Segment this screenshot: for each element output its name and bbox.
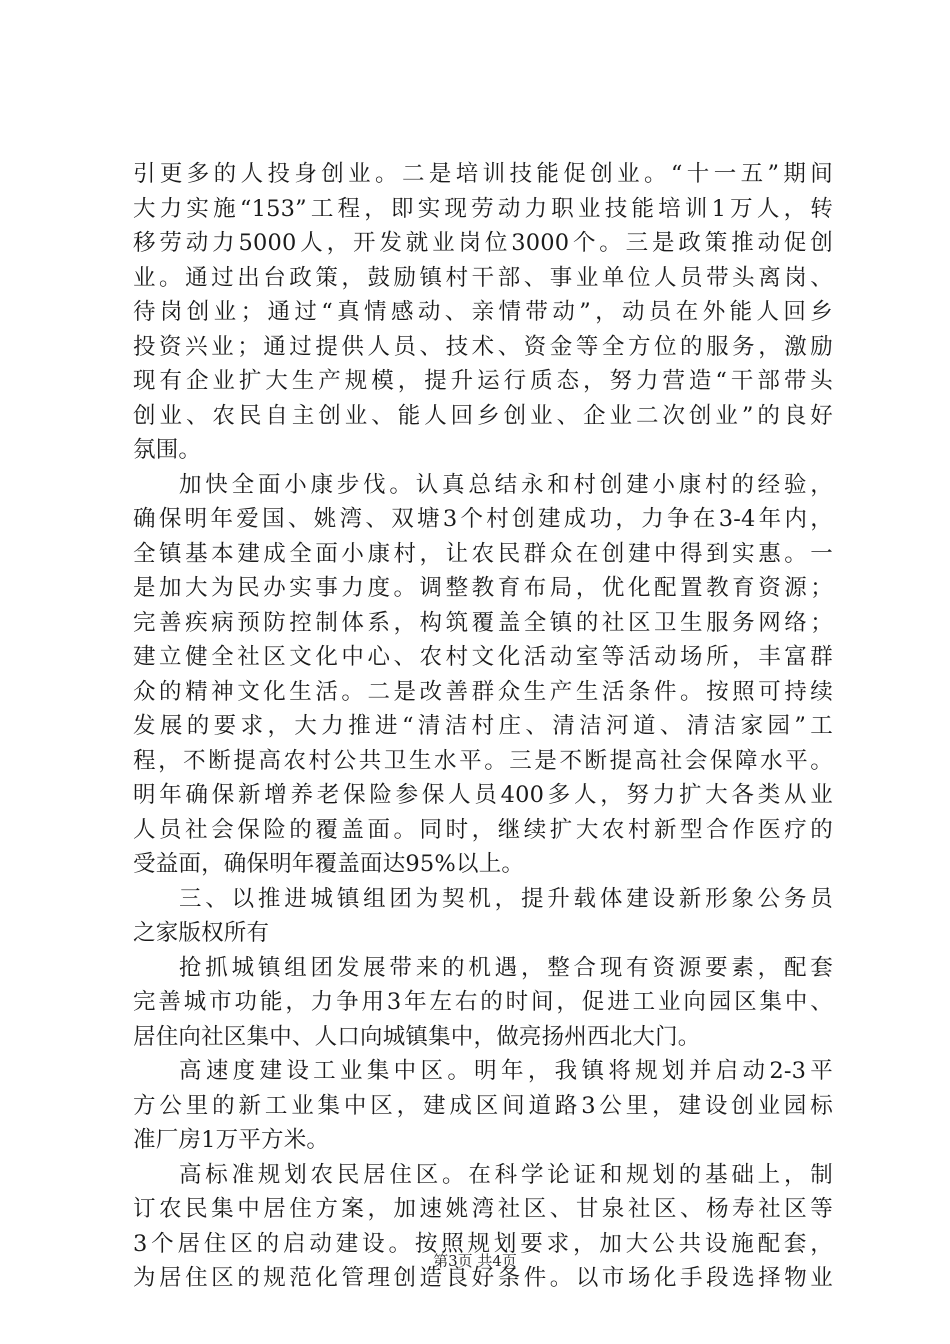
text-line: 引更多的人投身创业。二是培训技能促创业。“十一五”期间 xyxy=(133,161,833,187)
paragraph-start-line: 加快全面小康步伐。认真总结永和村创建小康村的经验， xyxy=(179,471,833,498)
text-line: 3个居住区的启动建设。按照规划要求，加大公共设施配套， xyxy=(133,1230,833,1257)
text-line: 业。通过出台政策，鼓励镇村干部、事业单位人员带头离岗、 xyxy=(133,264,833,291)
text-line: 移劳动力5000人，开发就业岗位3000个。三是政策推动促创 xyxy=(133,230,833,256)
text-line: 明年确保新增养老保险参保人员400多人，努力扩大各类从业 xyxy=(133,782,833,808)
text-line: 创业、农民自主创业、能人回乡创业、企业二次创业”的良好 xyxy=(133,402,833,429)
text-line: 完善城市功能，力争用3年左右的时间，促进工业向园区集中、 xyxy=(133,989,833,1015)
text-line: 完善疾病预防控制体系，构筑覆盖全镇的社区卫生服务网络； xyxy=(133,609,833,636)
page-number-footer: 第3页 共4页 xyxy=(433,1252,517,1270)
text-line: 人员社会保险的覆盖面。同时，继续扩大农村新型合作医疗的 xyxy=(133,816,833,843)
paragraph-start-line: 高标准规划农民居住区。在科学论证和规划的基础上，制 xyxy=(179,1161,833,1188)
text-line: 居住向社区集中、人口向城镇集中，做亮扬州西北大门。 xyxy=(133,1023,701,1050)
document-body xyxy=(133,157,833,1296)
text-line: 准厂房1万平方米。 xyxy=(133,1127,330,1153)
text-line: 投资兴业；通过提供人员、技术、资金等全方位的服务，激励 xyxy=(133,333,833,360)
text-line: 建立健全社区文化中心、农村文化活动室等活动场所，丰富群 xyxy=(133,644,833,670)
text-line: 是加大为民办实事力度。调整教育布局，优化配置教育资源； xyxy=(133,575,833,601)
text-line: 现有企业扩大生产规模，提升运行质态，努力营造“干部带头 xyxy=(133,368,833,394)
paragraph-start-line: 高速度建设工业集中区。明年，我镇将规划并启动2-3平 xyxy=(179,1058,833,1084)
text-line: 氛围。 xyxy=(133,437,202,463)
text-line: 众的精神文化生活。二是改善群众生产生活条件。按照可持续 xyxy=(133,678,833,705)
paragraph-start-line: 抢抓城镇组团发展带来的机遇，整合现有资源要素，配套 xyxy=(179,954,833,981)
section-heading-line: 之家版权所有 xyxy=(133,920,270,946)
text-line: 发展的要求，大力推进“清洁村庄、清洁河道、清洁家园”工 xyxy=(133,713,833,739)
text-line: 订农民集中居住方案，加速姚湾社区、甘泉社区、杨寿社区等 xyxy=(133,1196,833,1222)
text-line: 全镇基本建成全面小康村，让农民群众在创建中得到实惠。一 xyxy=(133,540,833,567)
text-line: 方公里的新工业集中区，建成区间道路3公里，建设创业园标 xyxy=(133,1092,833,1119)
text-line: 确保明年爱国、姚湾、双塘3个村创建成功，力争在3-4年内， xyxy=(133,506,833,532)
text-line: 受益面，确保明年覆盖面达95%以上。 xyxy=(133,851,525,877)
section-heading-line: 三、以推进城镇组团为契机，提升载体建设新形象公务员 xyxy=(179,885,833,912)
text-line: 待岗创业；通过“真情感动、亲情带动”，动员在外能人回乡 xyxy=(133,299,833,325)
text-line: 大力实施“153”工程，即实现劳动力职业技能培训1万人，转 xyxy=(133,195,833,222)
text-line: 程，不断提高农村公共卫生水平。三是不断提高社会保障水平。 xyxy=(133,747,833,774)
text-line: 为居住区的规范化管理创造良好条件。以市场化手段选择物业 xyxy=(133,1265,833,1291)
